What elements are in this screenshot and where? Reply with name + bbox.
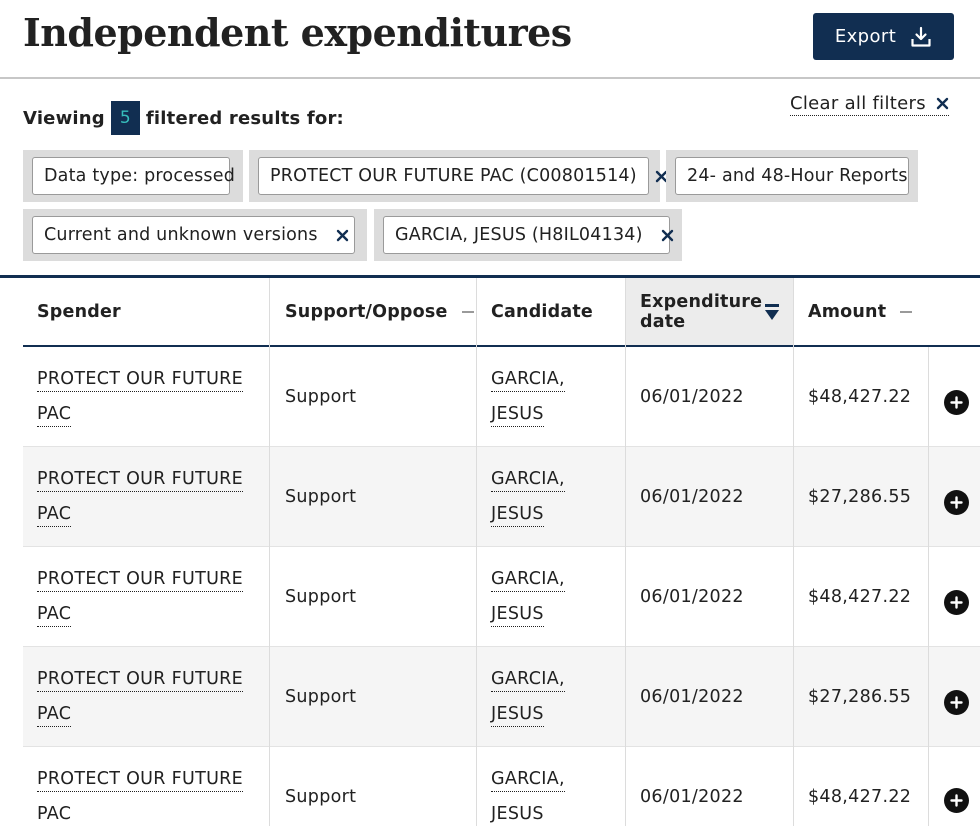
- candidate-cell: [477, 447, 625, 546]
- amount-cell: $48,427.22: [808, 586, 912, 607]
- export-label: Export: [834, 26, 897, 47]
- expenditure-date-cell: 06/01/2022: [640, 686, 744, 707]
- expenditure-date-cell: 06/01/2022: [640, 786, 744, 807]
- download-icon: [910, 26, 932, 48]
- support-oppose-cell: Support: [285, 486, 357, 507]
- amount-cell: $27,286.55: [808, 486, 912, 507]
- result-count-badge: 5: [111, 101, 140, 135]
- sort-neutral-icon: [900, 311, 912, 313]
- filter-tag-wrapper: [23, 150, 243, 202]
- spender-cell: [23, 747, 269, 826]
- table-row: [23, 447, 980, 547]
- filter-tag-candidate[interactable]: GARCIA, JESUS (H8IL04134): [383, 216, 670, 254]
- filter-tag-wrapper: [249, 150, 660, 202]
- spender-link[interactable]: PROTECT OUR FUTURE PAC: [37, 762, 243, 826]
- filter-tag-wrapper: [374, 209, 682, 261]
- page-title: Independent expenditures: [23, 10, 572, 55]
- spender-link[interactable]: PROTECT OUR FUTURE PAC: [37, 362, 243, 432]
- column-header-spender[interactable]: Spender: [37, 302, 121, 322]
- column-divider: [928, 347, 929, 826]
- amount-cell: $48,427.22: [808, 786, 912, 807]
- column-divider: [476, 278, 477, 826]
- table-row: [23, 347, 980, 447]
- sort-neutral-icon: [462, 311, 474, 313]
- table-row: [23, 547, 980, 647]
- expand-row-button[interactable]: [944, 690, 969, 715]
- filter-tag-report-type: 24- and 48-Hour Reports: [675, 157, 909, 195]
- plus-icon: [950, 794, 963, 807]
- filter-tag-wrapper: [666, 150, 918, 202]
- expand-row-button[interactable]: [944, 590, 969, 615]
- expand-row-button[interactable]: [944, 490, 969, 515]
- filter-tag-versions[interactable]: Current and unknown versions: [32, 216, 355, 254]
- expenditure-date-cell: 06/01/2022: [640, 386, 744, 407]
- column-header-candidate[interactable]: Candidate: [491, 302, 594, 322]
- candidate-link[interactable]: GARCIA, JESUS: [491, 762, 565, 826]
- expenditure-date-cell: 06/01/2022: [640, 586, 744, 607]
- filter-tag-spender[interactable]: PROTECT OUR FUTURE PAC (C00801514): [258, 157, 649, 195]
- remove-filter-icon[interactable]: [661, 229, 674, 242]
- support-oppose-cell: Support: [285, 786, 357, 807]
- spender-link[interactable]: PROTECT OUR FUTURE PAC: [37, 662, 243, 732]
- clear-filters-label: Clear all filters: [790, 93, 926, 114]
- candidate-cell: [477, 747, 625, 826]
- spender-link[interactable]: PROTECT OUR FUTURE PAC: [37, 462, 243, 532]
- column-header-expenditure-date[interactable]: Expenditure date: [626, 278, 793, 346]
- amount-cell: $48,427.22: [808, 386, 912, 407]
- viewing-label: Viewing: [23, 107, 105, 129]
- candidate-link[interactable]: GARCIA, JESUS: [491, 362, 565, 432]
- remove-filter-icon[interactable]: [336, 229, 349, 242]
- spender-cell: [23, 347, 269, 446]
- expand-row-button[interactable]: [944, 788, 969, 813]
- results-suffix: filtered results for:: [145, 107, 344, 129]
- column-header-support-oppose[interactable]: Support/Oppose: [271, 278, 476, 346]
- table-row: [23, 647, 980, 747]
- results-summary: [23, 101, 344, 135]
- export-button[interactable]: [813, 13, 954, 60]
- plus-icon: [950, 496, 963, 509]
- candidate-link[interactable]: GARCIA, JESUS: [491, 662, 565, 732]
- plus-icon: [950, 396, 963, 409]
- spender-cell: [23, 447, 269, 546]
- filter-tag-data-type: Data type: processed: [32, 157, 230, 195]
- column-divider: [625, 278, 626, 826]
- spender-cell: [23, 547, 269, 646]
- table-row: [23, 747, 980, 826]
- candidate-cell: [477, 347, 625, 446]
- column-divider: [793, 278, 794, 826]
- support-oppose-cell: Support: [285, 686, 357, 707]
- filter-tag-wrapper: [23, 209, 367, 261]
- column-header-amount[interactable]: Amount: [794, 278, 980, 346]
- header-divider: [0, 77, 980, 79]
- sort-descending-icon: [765, 304, 779, 320]
- spender-cell: [23, 647, 269, 746]
- spender-link[interactable]: PROTECT OUR FUTURE PAC: [37, 562, 243, 632]
- candidate-link[interactable]: GARCIA, JESUS: [491, 462, 565, 532]
- support-oppose-cell: Support: [285, 386, 357, 407]
- plus-icon: [950, 596, 963, 609]
- expand-row-button[interactable]: [944, 390, 969, 415]
- candidate-link[interactable]: GARCIA, JESUS: [491, 562, 565, 632]
- close-icon: [936, 97, 949, 110]
- plus-icon: [950, 696, 963, 709]
- column-divider: [269, 278, 270, 826]
- clear-all-filters-button[interactable]: [790, 93, 949, 116]
- amount-cell: $27,286.55: [808, 686, 912, 707]
- candidate-cell: [477, 547, 625, 646]
- expenditure-date-cell: 06/01/2022: [640, 486, 744, 507]
- candidate-cell: [477, 647, 625, 746]
- support-oppose-cell: Support: [285, 586, 357, 607]
